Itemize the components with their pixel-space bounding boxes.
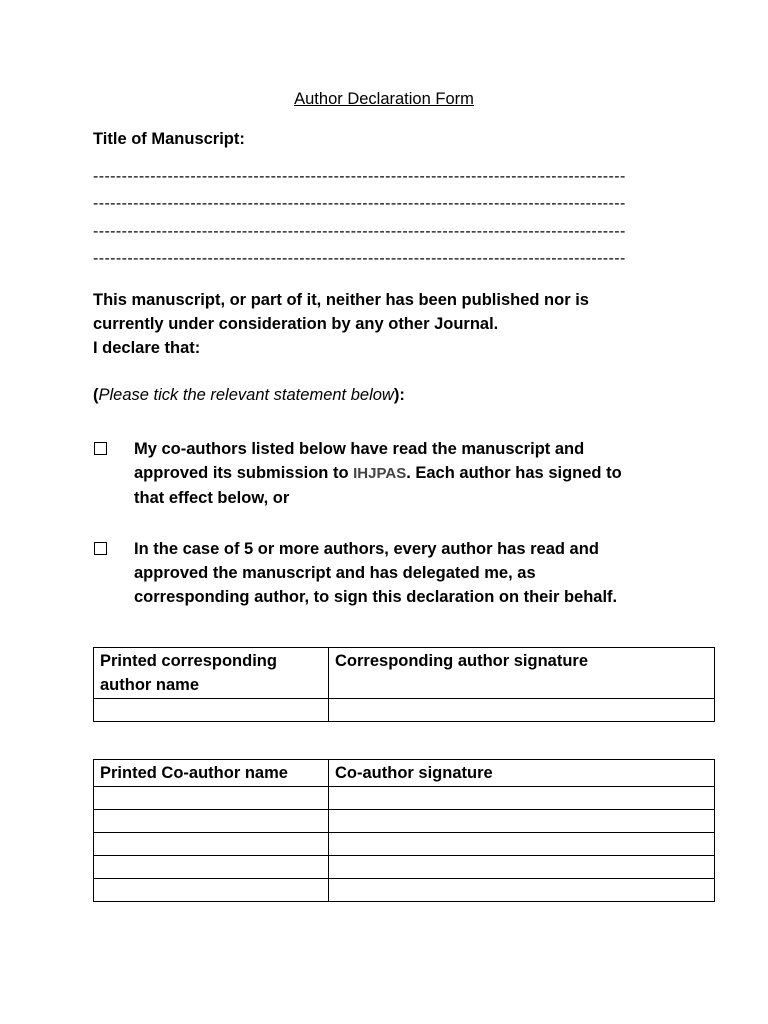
coauthor-name-cell[interactable]	[94, 833, 329, 856]
corresponding-author-table	[93, 647, 715, 722]
journal-name: IHJPAS	[353, 465, 407, 482]
option-2-line-2: approved the manuscript and has delegated me, as	[134, 564, 536, 582]
checkbox-option-1[interactable]	[94, 442, 107, 455]
option-2-line-1: In the case of 5 or more authors, every author has read and	[134, 540, 599, 558]
coauthor-name-cell[interactable]	[94, 787, 329, 810]
instruction-text: Please tick the relevant statement below	[98, 386, 394, 404]
option-1-line-2-end: . Each author has signed to	[406, 464, 622, 482]
instruction-open: (	[93, 386, 99, 404]
coauthor-table	[93, 759, 715, 902]
coauthor-name-cell[interactable]	[94, 810, 329, 833]
manuscript-title-label: Title of Manuscript:	[93, 130, 245, 148]
coauthor-signature-cell[interactable]	[329, 810, 715, 833]
coauthor-signature-header: Co-author signature	[329, 760, 715, 787]
option-2-line-3: corresponding author, to sign this declaration on their behalf.	[134, 588, 618, 606]
coauthor-signature-cell[interactable]	[329, 856, 715, 879]
declaration-statement	[93, 288, 693, 360]
table-header-row	[94, 648, 715, 699]
coauthor-signature-cell[interactable]	[329, 879, 715, 902]
table-row	[94, 833, 715, 856]
coauthor-name-cell[interactable]	[94, 856, 329, 879]
corresponding-signature-cell[interactable]	[329, 699, 715, 722]
tick-instruction	[93, 383, 405, 407]
coauthor-signature-cell[interactable]	[329, 787, 715, 810]
option-1-line-1: My co-authors listed below have read the manuscript and	[134, 440, 585, 458]
corresponding-name-header: Printed corresponding author name	[94, 648, 329, 699]
coauthor-name-cell[interactable]	[94, 879, 329, 902]
dash-line-2: ---------------------------------------------------------------------------------------------	[93, 195, 626, 213]
table-row	[94, 810, 715, 833]
manuscript-title-lines	[93, 166, 683, 275]
statement-line-3: I declare that:	[93, 339, 201, 357]
dash-line-3: ---------------------------------------------------------------------------------------------	[93, 222, 626, 240]
table-row	[94, 699, 715, 722]
table-row	[94, 787, 715, 810]
corresponding-signature-header: Corresponding author signature	[329, 648, 715, 699]
checkbox-option-2[interactable]	[94, 542, 107, 555]
instruction-close: ):	[393, 386, 405, 404]
dash-line-4: ---------------------------------------------------------------------------------------------	[93, 249, 626, 267]
statement-line-2: currently under consideration by any other Journal.	[93, 315, 499, 333]
option-1-line-3: that effect below, or	[134, 489, 290, 507]
option-2-text	[134, 537, 684, 609]
coauthor-signature-cell[interactable]	[329, 833, 715, 856]
statement-line-1: This manuscript, or part of it, neither has been published nor is	[93, 291, 589, 309]
option-1-line-2-start: approved its submission to	[134, 464, 354, 482]
coauthor-name-header: Printed Co-author name	[94, 760, 329, 787]
option-1-line-2	[134, 461, 684, 486]
form-title: Author Declaration Form	[294, 90, 474, 108]
option-1-text	[134, 437, 684, 510]
dash-line-1: ---------------------------------------------------------------------------------------------	[93, 168, 626, 185]
table-header-row	[94, 760, 715, 787]
table-row	[94, 856, 715, 879]
corresponding-name-cell[interactable]	[94, 699, 329, 722]
table-row	[94, 879, 715, 902]
